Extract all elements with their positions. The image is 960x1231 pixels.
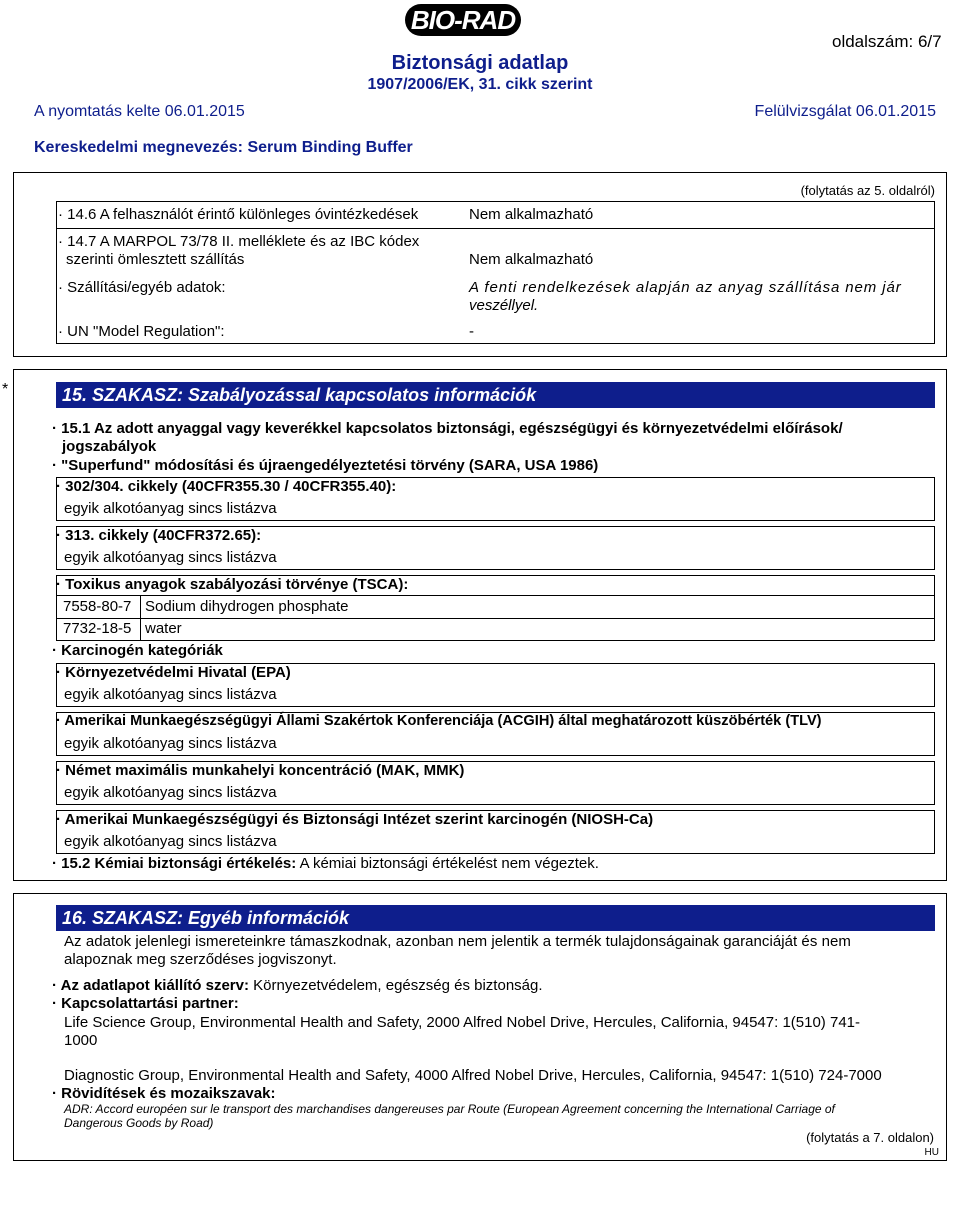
row-14-7-value: Nem alkalmazható — [469, 251, 594, 268]
s15-1-heading-cont: jogszabályok — [62, 438, 157, 455]
abbreviation-adr-cont: Dangerous Goods by Road) — [64, 1116, 214, 1130]
divider — [56, 228, 935, 229]
transport-value: A fenti rendelkezések alapján az anyag szállítása nem jár — [469, 279, 902, 296]
continued-from: (folytatás az 5. oldalról) — [800, 183, 935, 198]
disclaimer-cont: alapoznak meg szerződéses jogviszonyt. — [64, 951, 337, 968]
issuer-row — [52, 977, 543, 994]
abbreviations-label: · Rövidítések és mozaikszavak: — [52, 1085, 276, 1102]
divider — [56, 595, 935, 596]
epa-value: egyik alkotóanyag sincs listázva — [64, 686, 277, 703]
sara-heading: · "Superfund" módosítási és újraengedélyeztetési törvény (SARA, USA 1986) — [52, 457, 599, 474]
revision-date: Felülvizsgálat 06.01.2015 — [754, 103, 936, 120]
print-date: A nyomtatás kelte 06.01.2015 — [34, 103, 245, 120]
contact-diagnostic: Diagnostic Group, Environmental Health and Safety, 4000 Alfred Nobel Drive, Hercules, California, 94547: 1(510) 724-7000 — [64, 1067, 882, 1084]
change-marker: * — [2, 381, 9, 398]
tsca-cas: 7558-80-7 — [63, 598, 132, 615]
row-14-7-label: · 14.7 A MARPOL 73/78 II. melléklete és az IBC kódex — [58, 233, 420, 250]
s15-2-value: A kémiai biztonsági értékelést nem végeztek. — [299, 855, 599, 872]
transport-label: · Szállítási/egyéb adatok: — [58, 279, 226, 296]
issuer-value: Környezetvédelem, egészség és biztonság. — [253, 977, 543, 994]
divider — [56, 618, 935, 619]
acgih-value: egyik alkotóanyag sincs listázva — [64, 735, 277, 752]
niosh-heading: · Amerikai Munkaegészségügyi és Biztonsági Intézet szerint karcinogén (NIOSH-Ca) — [56, 811, 654, 828]
trade-name: Kereskedelmi megnevezés: Serum Binding Buffer — [34, 139, 413, 156]
un-model-value: - — [469, 323, 474, 340]
tsca-substance: Sodium dihydrogen phosphate — [145, 598, 349, 615]
row-14-6-value: Nem alkalmazható — [469, 206, 594, 223]
un-model-label: · UN "Model Regulation": — [58, 323, 225, 340]
continued-on: (folytatás a 7. oldalon) — [806, 1130, 934, 1145]
page-number: oldalszám: 6/7 — [832, 32, 942, 51]
epa-heading: · Környezetvédelmi Hivatal (EPA) — [56, 664, 291, 681]
contact-life-science: Life Science Group, Environmental Health and Safety, 2000 Alfred Nobel Drive, Hercules, California, 94547: 1(510) 741- — [64, 1014, 860, 1031]
s15-2-row — [52, 855, 599, 872]
niosh-value: egyik alkotóanyag sincs listázva — [64, 833, 277, 850]
contact-label: · Kapcsolattartási partner: — [52, 995, 239, 1012]
s313-value: egyik alkotóanyag sincs listázva — [64, 549, 277, 566]
issuer-label: · Az adatlapot kiállító szerv: — [52, 977, 249, 994]
acgih-heading: · Amerikai Munkaegészségügyi Állami Szakértok Konferenciája (ACGIH) által meghatározott küszöbérték (TLV) — [56, 713, 822, 729]
language-code: HU — [924, 1147, 939, 1158]
contact-life-science-cont: 1000 — [64, 1032, 98, 1049]
document-title: Biztonsági adatlap — [391, 52, 569, 74]
section-15-heading: 15. SZAKASZ: Szabályozással kapcsolatos információk — [56, 382, 935, 408]
transport-value-cont: veszéllyel. — [469, 297, 539, 314]
disclaimer: Az adatok jelenlegi ismereteinkre támaszkodnak, azonban nem jelentik a termék tulajdonságainak garanciáját és nem — [64, 933, 851, 950]
s302-heading: · 302/304. cikkely (40CFR355.30 / 40CFR355.40): — [56, 478, 397, 495]
s302-value: egyik alkotóanyag sincs listázva — [64, 500, 277, 517]
divider — [140, 595, 141, 641]
s15-1-heading: · 15.1 Az adott anyaggal vagy keverékkel kapcsolatos biztonsági, egészségügyi és környezetvédelmi előírások/ — [52, 420, 843, 437]
abbreviation-adr: ADR: Accord européen sur le transport des marchandises dangereuses par Route (European Agreement concerning the International Carriage of — [64, 1102, 835, 1116]
document-subtitle: 1907/2006/EK, 31. cikk szerint — [367, 76, 593, 93]
row-14-7-label-cont: szerinti ömlesztett szállítás — [66, 251, 245, 268]
mak-heading: · Német maximális munkahelyi koncentráció (MAK, MMK) — [56, 762, 465, 779]
tsca-cas: 7732-18-5 — [63, 620, 132, 637]
section-16-heading: 16. SZAKASZ: Egyéb információk — [56, 905, 935, 931]
carcinogen-heading: · Karcinogén kategóriák — [52, 642, 223, 659]
tsca-heading: · Toxikus anyagok szabályozási törvénye (TSCA): — [56, 576, 409, 593]
bio-rad-logo: BIO-RAD — [405, 4, 521, 36]
row-14-6-label: · 14.6 A felhasználót érintő különleges óvintézkedések — [58, 206, 419, 223]
tsca-substance: water — [145, 620, 182, 637]
s313-heading: · 313. cikkely (40CFR372.65): — [56, 527, 262, 544]
s15-2-label: · 15.2 Kémiai biztonsági értékelés: — [52, 855, 297, 872]
mak-value: egyik alkotóanyag sincs listázva — [64, 784, 277, 801]
